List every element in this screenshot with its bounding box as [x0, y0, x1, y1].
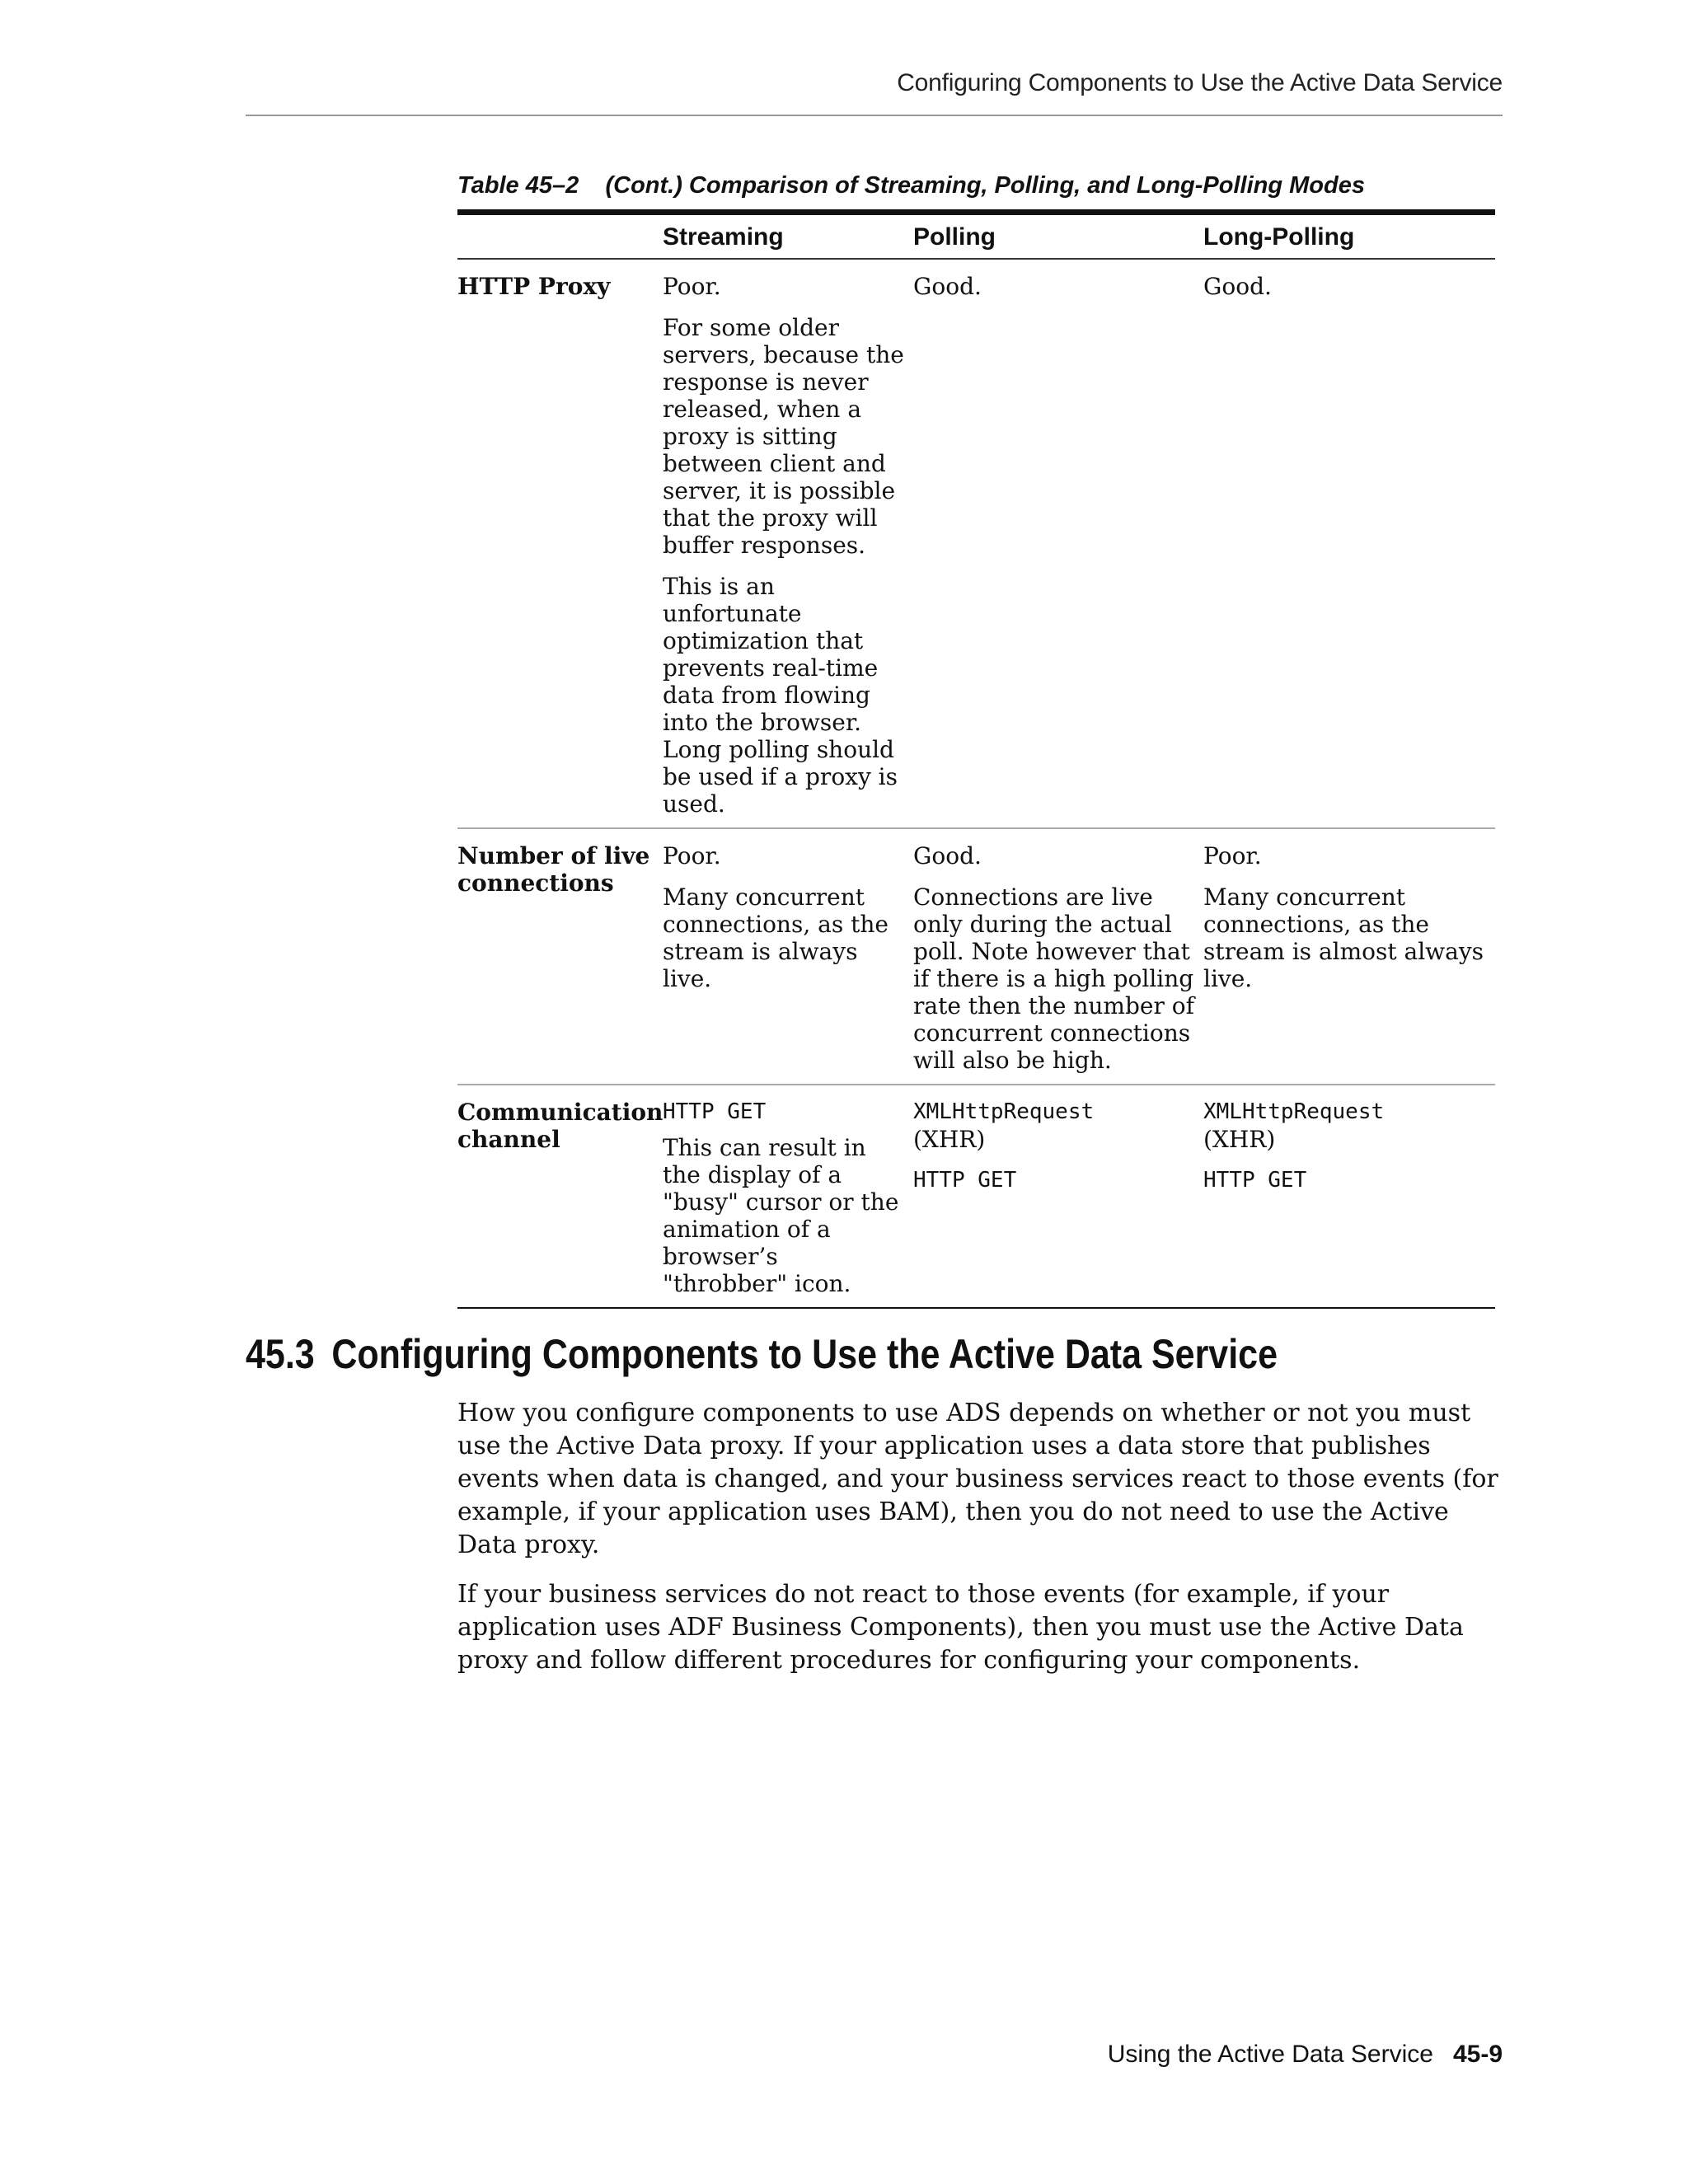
column-header-long-polling: Long-Polling [1203, 213, 1495, 260]
section-heading [246, 1330, 1278, 1378]
footer-title: Using the Active Data Service [1107, 2041, 1433, 2068]
cell-text: Good. [913, 842, 982, 869]
cell-polling [913, 828, 1203, 1085]
cell-text: Many concurrent connections, as the stream is almost always live. [1203, 883, 1484, 992]
column-header-streaming: Streaming [663, 213, 913, 260]
cell-text: Good. [913, 273, 982, 300]
body-paragraph: If your business services do not react to those events (for example, if your application uses ADF Business Components), then you must use the Active Data proxy and follow different procedures for configuring your components. [457, 1580, 1464, 1675]
cell-streaming [663, 1085, 913, 1308]
section-number: 45.3 [246, 1331, 315, 1377]
cell-polling [913, 1085, 1203, 1308]
cell-polling [913, 259, 1203, 828]
cell-text: Many concurrent connections, as the stream is always live. [663, 883, 889, 992]
cell-code: HTTP GET [1203, 1168, 1307, 1193]
column-header-polling: Polling [913, 213, 1203, 260]
header-rule [246, 115, 1503, 116]
cell-text: Poor. [663, 273, 721, 300]
row-label: Number of live connections [457, 828, 663, 1085]
cell-text: This can result in the display of a "busy" cursor or the animation of a browser’s "throbber" icon. [663, 1134, 899, 1297]
page-number: 45-9 [1452, 2041, 1503, 2068]
cell-text: (XHR) [913, 1126, 986, 1153]
cell-text: This is an unfortunate optimization that prevents real-time data from flowing into the browser. Long polling should be used if a proxy is used. [663, 573, 898, 818]
cell-code: HTTP GET [913, 1168, 1017, 1193]
table-header-row [457, 213, 1495, 260]
cell-streaming [663, 259, 913, 828]
cell-long-polling [1203, 259, 1495, 828]
cell-long-polling [1203, 828, 1495, 1085]
running-header: Configuring Components to Use the Active Data Service [897, 69, 1503, 96]
row-label: Communication channel [457, 1085, 663, 1308]
cell-text: Poor. [663, 842, 721, 869]
cell-text: Good. [1203, 273, 1272, 300]
table-caption: Table 45–2 (Cont.) Comparison of Streaming, Polling, and Long-Polling Modes [457, 172, 1365, 199]
column-header-empty [457, 213, 663, 260]
table-row-communication-channel [457, 1085, 1495, 1308]
comparison-table [457, 209, 1495, 1309]
row-label: HTTP Proxy [457, 273, 611, 300]
table-row-http-proxy [457, 259, 1495, 828]
section-body [457, 1397, 1504, 1694]
cell-text: (XHR) [1203, 1126, 1276, 1153]
section-title: Configuring Components to Use the Active Data Service [331, 1331, 1278, 1377]
table-row-live-connections [457, 828, 1495, 1085]
cell-streaming [663, 828, 913, 1085]
page-footer [989, 2041, 1503, 2069]
cell-code: XMLHttpRequest [913, 1099, 1095, 1124]
body-paragraph: How you configure components to use ADS depends on whether or not you must use the Active Data proxy. If your application uses a data store that publishes events when data is changed, and your business services react to those events (for example, if your application uses BAM), then you do not need to use the Active Data proxy. [457, 1399, 1498, 1559]
cell-text: Poor. [1203, 842, 1262, 869]
cell-code: HTTP GET [663, 1099, 767, 1124]
cell-long-polling [1203, 1085, 1495, 1308]
cell-text: For some older servers, because the response is never released, when a proxy is sitting between client and server, it is possible that the proxy will buffer responses. [663, 314, 904, 559]
cell-text: Connections are live only during the actual poll. Note however that if there is a high polling rate then the number of concurrent connections will also be high. [913, 883, 1194, 1074]
cell-code: XMLHttpRequest [1203, 1099, 1385, 1124]
